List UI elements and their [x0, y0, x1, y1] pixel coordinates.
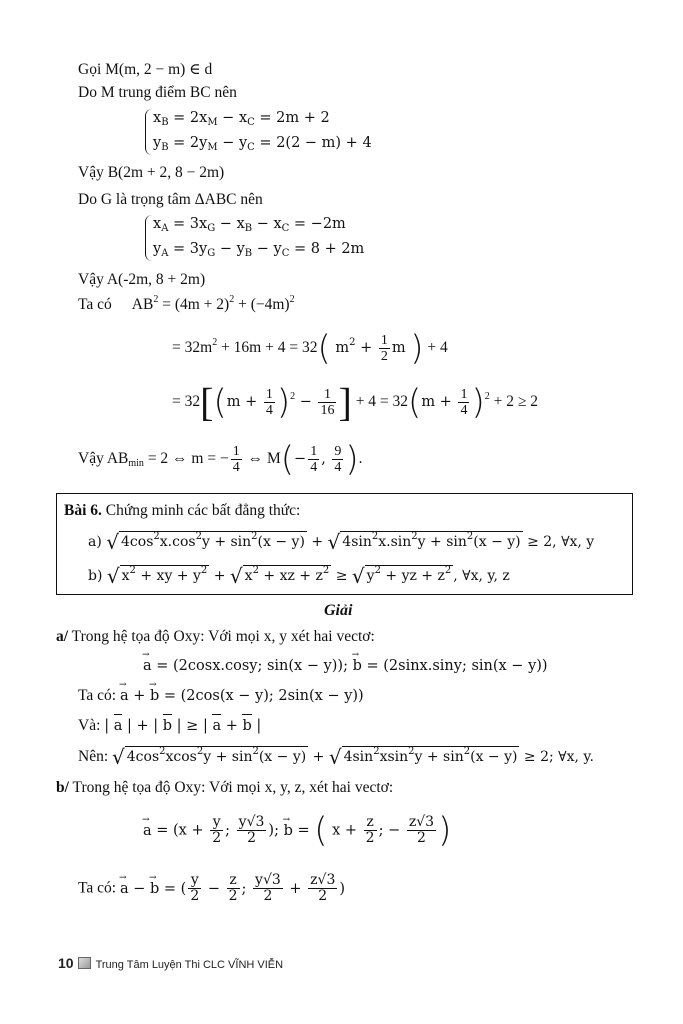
solution-a-conclusion: Nên: √ $4\cos^2xcos^2y + \sin^2(x - y)$ + √ $4\sin^2xsin^2y + \sin^2(x - y) \ge 2$; ∀x, y. [78, 745, 594, 769]
solution-b-diff: Ta có: → a − → b = ( $\frac{y}{2}$ − $\frac{z}{2}$ ; $\frac{y√3}{2}$ + $\frac{z√3}{2}$ ) [78, 873, 345, 904]
text-line-1: Gọi M(m, 2 − m) ∈ d [78, 61, 213, 78]
book-icon [78, 957, 91, 969]
system-brace [145, 215, 152, 261]
solution-a-sum: Ta có: → a + → b = (2cos(x − y); 2sin(x − y)) [78, 686, 364, 706]
solution-a-triangle: Và: | a | + | b | ≥ | a + b | [78, 714, 261, 736]
footer-center: Trung Tâm Luyện Thi CLC VĨNH VIỄN [95, 959, 284, 971]
expansion-line-1: = $32m^2 + 16m + 4 = 32$( $m^2$ + $\frac{1}{2}$ m ) + 4 [172, 328, 448, 369]
solution-b-intro: b/ Trong hệ tọa độ Oxy: Với mọi x, y, z, xét hai vectơ: [56, 779, 394, 796]
system2-row2: $y_A = 3y_G - y_B - y_C = 8 + 2m$ [153, 241, 365, 259]
system1-row1: $x_B = 2x_M - x_C = 2m + 2$ [153, 110, 330, 128]
system1-row2: $y_B = 2y_M - y_C = 2(2 - m) + 4$ [153, 135, 372, 153]
exercise-part-a: a) √ $4\cos^2x.\cos^2y + \sin^2(x - y)$ + √ $4\sin^2x.\sin^2y + \sin^2(x - y) \ge 2$, ∀x, y [88, 530, 595, 554]
solution-a-vectors: → a = (2cosx.cosy; sin(x − y)); → b = (2sinx.siny; sin(x − y)) [143, 656, 548, 676]
solution-b-vectors: → a = (x + $\frac{y}{2}$ ; $\frac{y√3}{2}$ ); → b = ( x + $\frac{z}{2}$ ; − $\frac{z√3}{2}$ ) [143, 815, 451, 846]
text-line-2: Do M trung điểm BC nên [78, 84, 237, 101]
system-brace [145, 109, 152, 155]
page-footer [58, 955, 283, 971]
solution-a-intro: a/ Trong hệ tọa độ Oxy: Với mọi x, y xét hai vectơ: [56, 628, 375, 645]
expansion-line-2: = 32[(m + $\frac{1}{4}$ )$^2$ − $\frac{1}{16}$ ] + 4 = 32(m + $\frac{1}{4}$ )$^2$ + 2 ≥ 2 [172, 379, 538, 425]
solution-heading: Giải [324, 602, 353, 619]
text-line-3: Vậy B(2m + 2, 8 − 2m) [78, 164, 225, 181]
system2-row1: $x_A = 3x_G - x_B - x_C = -2m$ [153, 216, 346, 234]
exercise-part-b: b) √ $x^2$ + xy + $y^2$ + √ $x^2$ + xz + $z^2$ ≥ √ $y^2$ + yz + $z^2$ , ∀x, y, z [88, 564, 510, 588]
text-line-5: Vậy A(-2m, 8 + 2m) [78, 271, 206, 288]
page-number: 10 [58, 955, 74, 971]
exercise-title: Bài 6. Chứng minh các bất đẳng thức: [64, 502, 301, 519]
ab-squared-line: Ta có $AB^2 = (4m + 2)^2 + (-4m)^2$ [78, 294, 295, 313]
text-line-4: Do G là trọng tâm ΔABC nên [78, 191, 263, 208]
ab-min-line: Vậy $AB_{min} = 2$ ⇔ m = − $\frac{1}{4}$ ⇔ M(− $\frac{1}{4}$ , $\frac{9}{4}$ ). [78, 439, 363, 480]
